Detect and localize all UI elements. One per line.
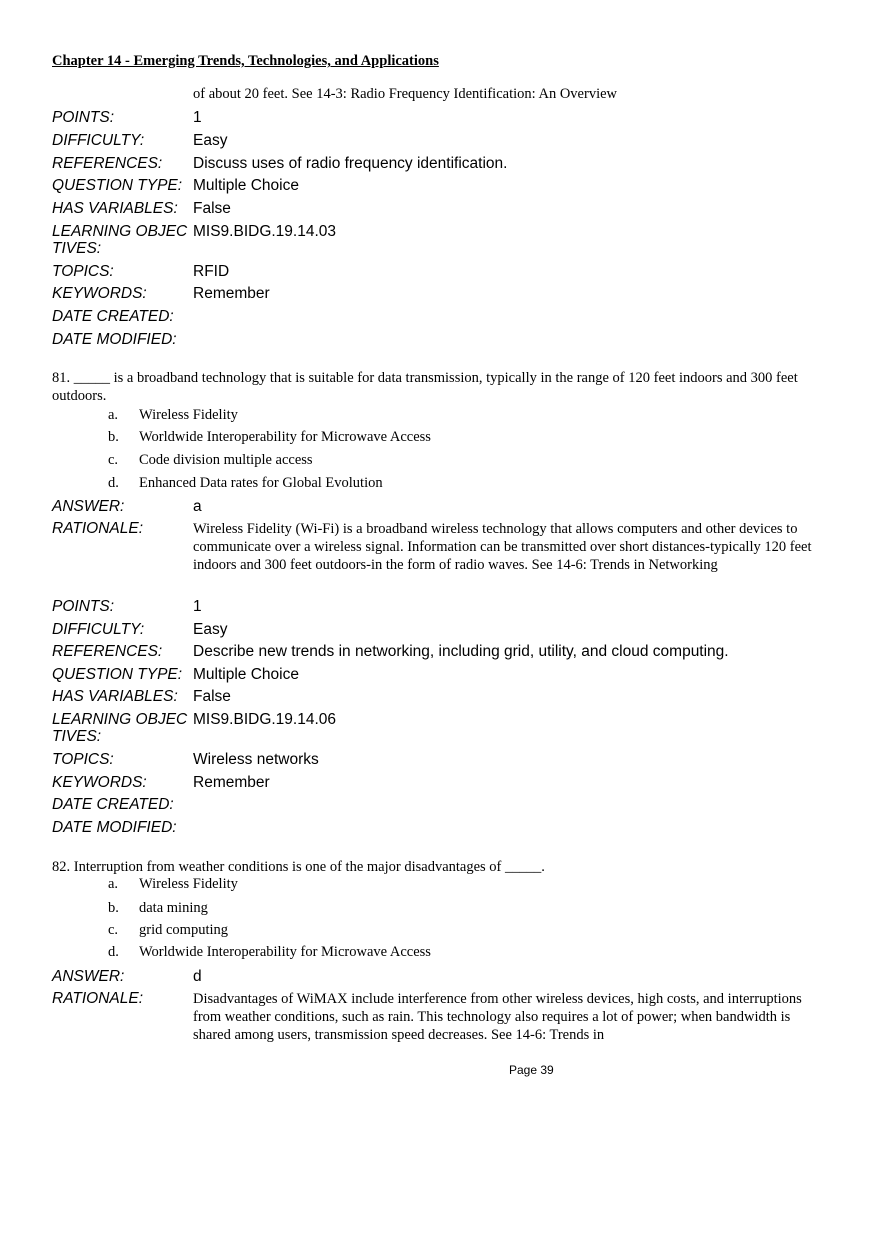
answer-value: a: [193, 498, 202, 515]
answer-label: ANSWER:: [52, 498, 125, 515]
points-label: POINTS:: [52, 109, 115, 126]
option-text: grid computing: [139, 922, 229, 938]
q81-option-d: [108, 475, 383, 492]
option-letter: d.: [108, 944, 119, 960]
option-text: Worldwide Interoperability for Microwave Access: [139, 944, 431, 960]
keywords-label: KEYWORDS:: [52, 285, 147, 302]
option-letter: a.: [108, 407, 119, 423]
date-modified-label: DATE MODIFIED:: [52, 331, 177, 348]
learning-objectives-label: LEARNING OBJEC TIVES:: [52, 711, 188, 745]
q82-option-a: [108, 876, 238, 893]
keywords-value: Remember: [193, 774, 270, 791]
answer-value: d: [193, 968, 202, 985]
difficulty-label: DIFFICULTY:: [52, 621, 145, 638]
has-variables-label: HAS VARIABLES:: [52, 200, 178, 217]
question-type-label: QUESTION TYPE:: [52, 177, 183, 194]
option-letter: c.: [108, 452, 119, 468]
difficulty-value: Easy: [193, 132, 228, 149]
q81-option-c: [108, 452, 313, 469]
learning-objectives-value: MIS9.BIDG.19.14.03: [193, 223, 337, 240]
option-text: Code division multiple access: [139, 452, 313, 468]
has-variables-value: False: [193, 688, 231, 705]
option-letter: b.: [108, 900, 119, 916]
option-text: Worldwide Interoperability for Microwave Access: [139, 429, 431, 445]
points-value: 1: [193, 598, 202, 615]
question-81-text: 81. _____ is a broadband technology that is suitable for data transmission, typically in the range of 120 feet indoors and 300 feet outdoors.: [52, 370, 798, 404]
learning-objectives-label: LEARNING OBJEC TIVES:: [52, 223, 188, 257]
rationale-label: RATIONALE:: [52, 990, 144, 1007]
option-letter: a.: [108, 876, 119, 892]
learning-objectives-value: MIS9.BIDG.19.14.06: [193, 711, 337, 728]
references-value: Discuss uses of radio frequency identification.: [193, 155, 508, 172]
difficulty-label: DIFFICULTY:: [52, 132, 145, 149]
references-label: REFERENCES:: [52, 643, 163, 660]
option-text: Enhanced Data rates for Global Evolution: [139, 475, 383, 491]
keywords-value: Remember: [193, 285, 270, 302]
q82-option-d: [108, 944, 431, 961]
references-label: REFERENCES:: [52, 155, 163, 172]
option-text: Wireless Fidelity: [139, 407, 238, 423]
continued-rationale-text: of about 20 feet. See 14-3: Radio Frequency Identification: An Overview: [193, 86, 618, 102]
references-value: Describe new trends in networking, including grid, utility, and cloud computing.: [193, 643, 729, 660]
has-variables-label: HAS VARIABLES:: [52, 688, 178, 705]
question-type-label: QUESTION TYPE:: [52, 666, 183, 683]
q81-option-b: [108, 429, 431, 446]
topics-value: RFID: [193, 263, 230, 280]
rationale-label: RATIONALE:: [52, 520, 144, 537]
question-type-value: Multiple Choice: [193, 177, 299, 194]
rationale-value: Disadvantages of WiMAX include interference from other wireless devices, high costs, and interruptions from weather conditions, such as rain. This technology also requires a lot of power; when bandwidth is shared among users, transmission speed decreases. See 14-6: Trends in: [193, 991, 802, 1043]
question-82-text: 82. Interruption from weather conditions is one of the major disadvantages of _____.: [52, 859, 545, 875]
option-text: data mining: [139, 900, 208, 916]
date-modified-label: DATE MODIFIED:: [52, 819, 177, 836]
topics-value: Wireless networks: [193, 751, 319, 768]
q81-option-a: [108, 407, 238, 424]
page-number: Page 39: [509, 1063, 554, 1077]
question-type-value: Multiple Choice: [193, 666, 299, 683]
date-created-label: DATE CREATED:: [52, 308, 174, 325]
points-value: 1: [193, 109, 202, 126]
option-text: Wireless Fidelity: [139, 876, 238, 892]
topics-label: TOPICS:: [52, 751, 114, 768]
chapter-title: Chapter 14 - Emerging Trends, Technologies, and Applications: [52, 53, 439, 69]
rationale-value: Wireless Fidelity (Wi-Fi) is a broadband wireless technology that allows computers and other devices to communicate over a wireless signal. Information can be transmitted over short distances-typically 120 feet indoors and 300 feet outdoors-in the form of radio waves. See 14-6: Trends in Networking: [193, 521, 812, 573]
has-variables-value: False: [193, 200, 231, 217]
option-letter: d.: [108, 475, 119, 491]
points-label: POINTS:: [52, 598, 115, 615]
difficulty-value: Easy: [193, 621, 228, 638]
q82-option-b: [108, 900, 208, 917]
keywords-label: KEYWORDS:: [52, 774, 147, 791]
option-letter: c.: [108, 922, 119, 938]
date-created-label: DATE CREATED:: [52, 796, 174, 813]
answer-label: ANSWER:: [52, 968, 125, 985]
q82-option-c: [108, 922, 228, 939]
topics-label: TOPICS:: [52, 263, 114, 280]
option-letter: b.: [108, 429, 119, 445]
